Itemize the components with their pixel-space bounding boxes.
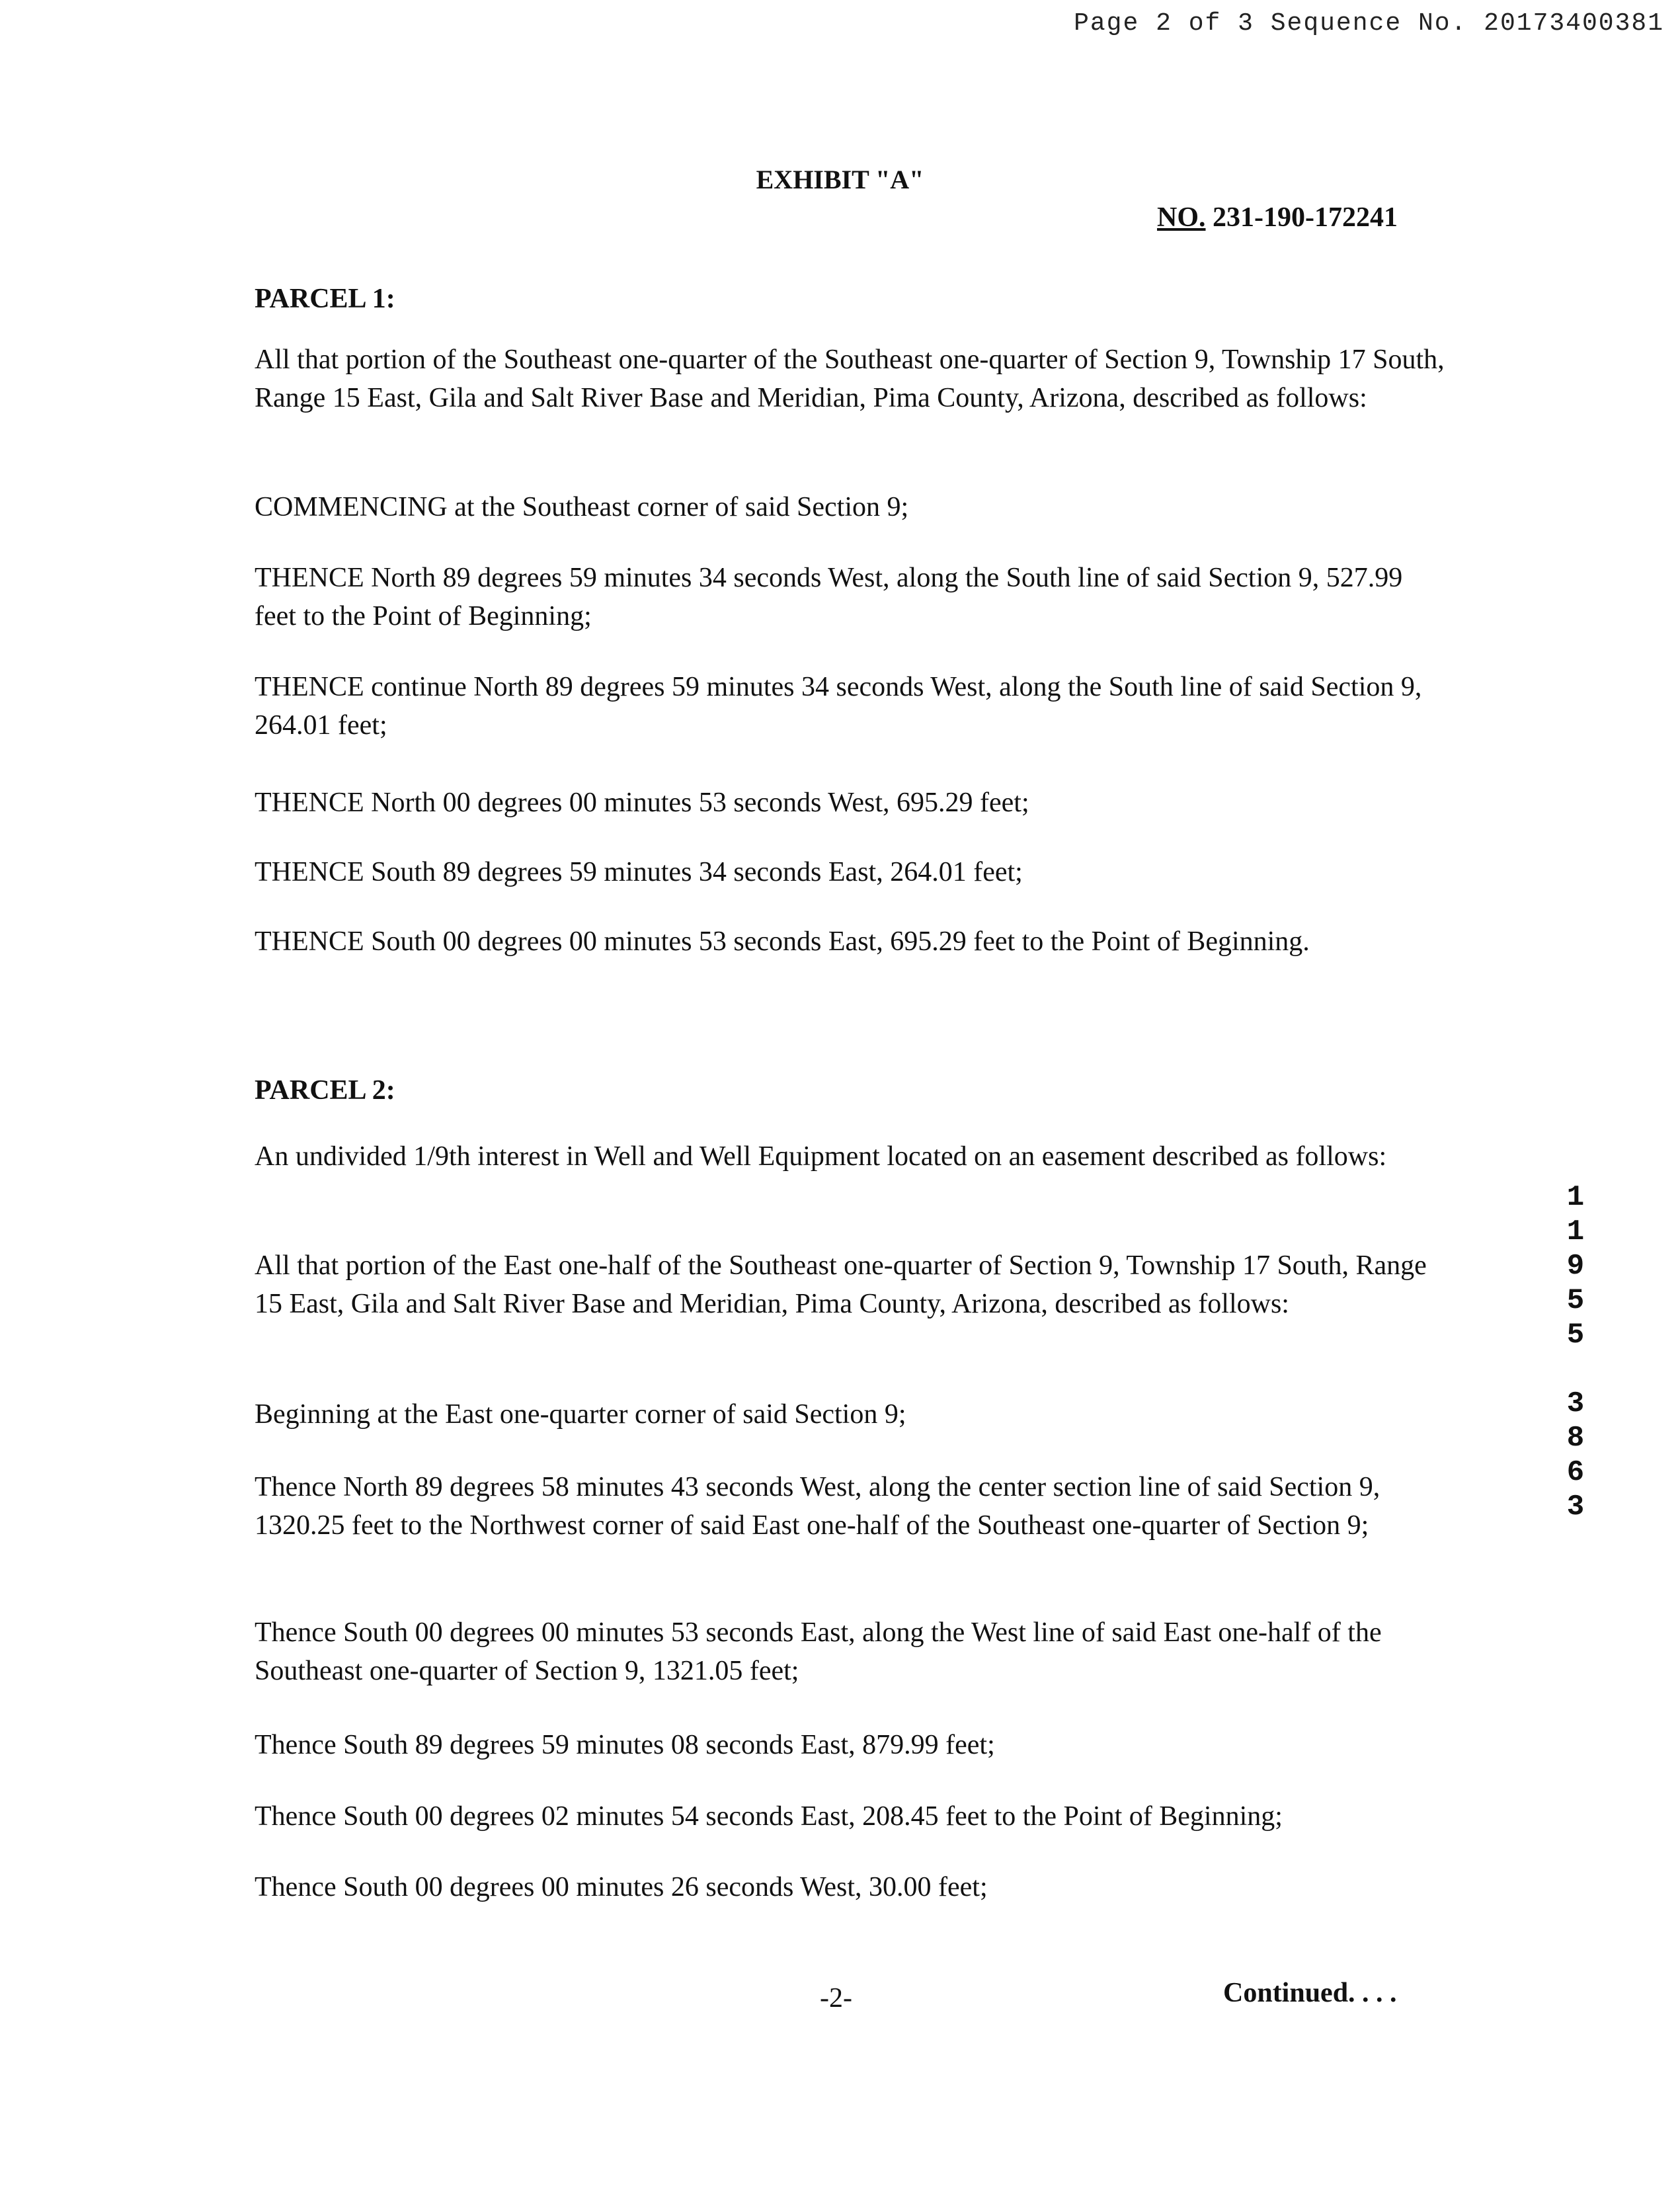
continued-label: Continued. . . . <box>1223 1978 1397 2008</box>
parcel-2-heading: PARCEL 2: <box>255 1075 395 1106</box>
sequence-header: Page 2 of 3 Sequence No. 20173400381 <box>1074 9 1664 38</box>
document-number-value: 231-190-172241 <box>1213 202 1398 233</box>
parcel-1-paragraph: THENCE South 89 degrees 59 minutes 34 seconds East, 264.01 feet; <box>255 857 1023 887</box>
exhibit-title: EXHIBIT "A" <box>756 165 924 194</box>
stamp-digit: 1 <box>1566 1181 1585 1214</box>
parcel-2-paragraph: Thence South 00 degrees 02 minutes 54 seconds East, 208.45 feet to the Point of Beginning; <box>255 1801 1283 1832</box>
parcel-2-paragraph: An undivided 1/9th interest in Well and Well Equipment located on an easement described as follows: <box>255 1141 1387 1172</box>
stamp-digit: 6 <box>1566 1456 1585 1489</box>
stamp-digit: 3 <box>1566 1490 1585 1524</box>
parcel-2-paragraph: Beginning at the East one-quarter corner of said Section 9; <box>255 1399 906 1430</box>
stamp-digit: 1 <box>1566 1215 1585 1248</box>
recording-stamp-number <box>1559 1180 1592 1524</box>
parcel-2-paragraph: All that portion of the East one-half of the Southeast one-quarter of Section 9, Township 17 South, Range 15 East, Gila and Salt River Base and Meridian, Pima County, Arizona, described as follows: <box>255 1250 1427 1319</box>
parcel-2-paragraph: Thence North 89 degrees 58 minutes 43 seconds West, along the center section line of said Section 9, 1320.25 feet to the Northwest corner of said East one-half of the Southeast one-quarter of Section 9; <box>255 1472 1380 1541</box>
document-number-label: NO. <box>1157 202 1206 233</box>
stamp-digit: 5 <box>1566 1284 1585 1317</box>
parcel-1-heading: PARCEL 1: <box>255 284 395 314</box>
stamp-digit: 8 <box>1566 1422 1585 1455</box>
stamp-gap <box>1559 1352 1592 1387</box>
parcel-1-paragraph: COMMENCING at the Southeast corner of said Section 9; <box>255 492 909 522</box>
stamp-digit: 5 <box>1566 1319 1585 1352</box>
parcel-2-paragraph: Thence South 00 degrees 00 minutes 53 seconds East, along the West line of said East one-half of the Southeast one-quarter of Section 9, 1321.05 feet; <box>255 1617 1382 1686</box>
parcel-2-paragraph: Thence South 00 degrees 00 minutes 26 seconds West, 30.00 feet; <box>255 1872 988 1902</box>
parcel-1-paragraph: THENCE North 00 degrees 00 minutes 53 seconds West, 695.29 feet; <box>255 788 1029 818</box>
document-number <box>1157 202 1398 233</box>
parcel-1-paragraph: THENCE North 89 degrees 59 minutes 34 seconds West, along the South line of said Section 9, 527.99 feet to the Point of Beginning; <box>255 563 1403 631</box>
parcel-2-paragraph: Thence South 89 degrees 59 minutes 08 seconds East, 879.99 feet; <box>255 1730 995 1760</box>
page-number: -2- <box>820 1983 852 2013</box>
stamp-digit: 3 <box>1566 1387 1585 1420</box>
stamp-digit: 9 <box>1566 1250 1585 1283</box>
parcel-1-paragraph: THENCE continue North 89 degrees 59 minutes 34 seconds West, along the South line of said Section 9, 264.01 feet; <box>255 672 1422 741</box>
parcel-1-paragraph: THENCE South 00 degrees 00 minutes 53 seconds East, 695.29 feet to the Point of Beginning. <box>255 926 1310 957</box>
parcel-1-paragraph: All that portion of the Southeast one-quarter of the Southeast one-quarter of Section 9, Township 17 South, Range 15 East, Gila and Salt River Base and Meridian, Pima County, Arizona, described as follows: <box>255 345 1445 413</box>
